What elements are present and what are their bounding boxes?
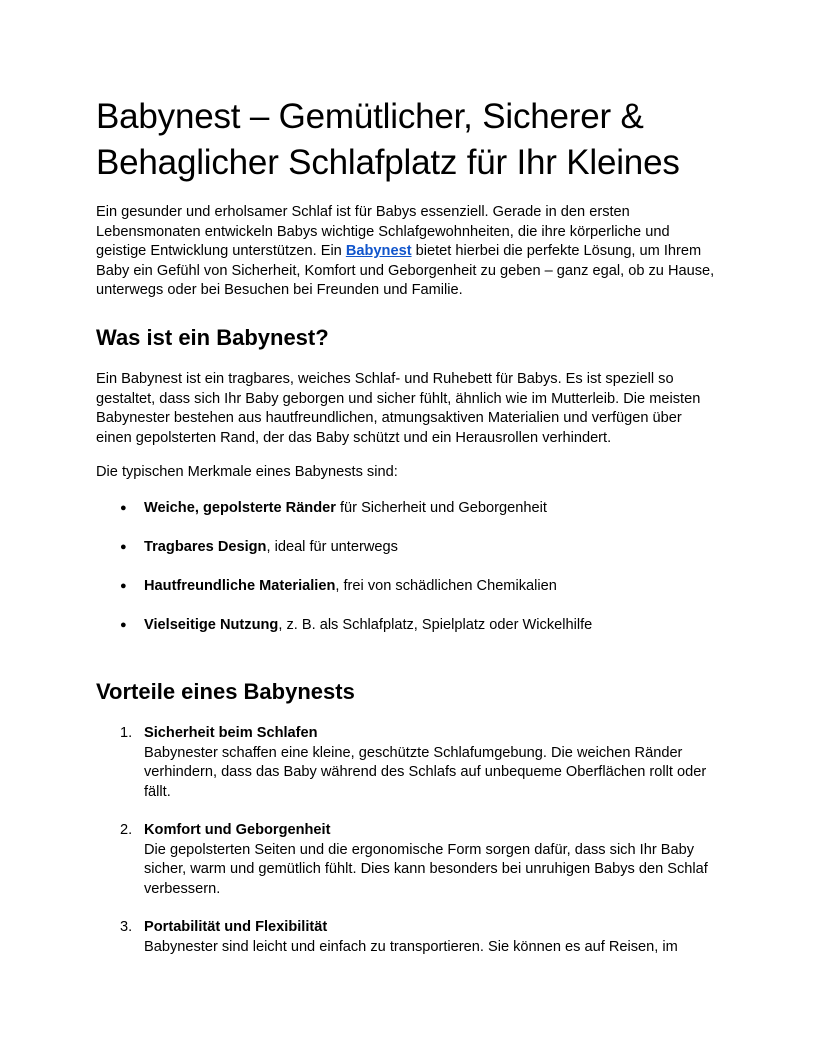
list-item-text: Hautfreundliche Materialien, frei von schädlichen Chemikalien	[144, 578, 557, 594]
bullet-icon: ●	[120, 541, 127, 553]
item-body	[144, 821, 720, 899]
item-body	[144, 724, 720, 802]
babynest-link[interactable]: Babynest	[345, 243, 412, 259]
item-number: 2.	[120, 822, 133, 838]
intro-text-end: bietet hierbei die perfekte Lösung, um Ihrem Baby ein Gefühl von Sicherheit, Komfort und Geborgenheit zu geben – ganz egal, ob zu Hause, unterwegs oder bei Besuchen bei Freunden und Familie.	[96, 243, 715, 298]
bullet-icon: ●	[120, 580, 127, 592]
page-title: Babynest – Gemütlicher, Sicherer & Behaglicher Schlafplatz für Ihr Kleines	[96, 97, 680, 182]
bullet-icon: ●	[120, 502, 127, 514]
item-body	[144, 918, 720, 957]
features-intro: Die typischen Merkmale eines Babynests sind:	[96, 464, 398, 480]
list-item-text: Vielseitige Nutzung, z. B. als Schlafplatz, Spielplatz oder Wickelhilfe	[144, 617, 593, 633]
bullet-icon: ●	[120, 619, 127, 631]
item-description: Babynester sind leicht und einfach zu transportieren. Sie können es auf Reisen, im	[144, 938, 678, 955]
intro-text-start: Ein gesunder und erholsamer Schlaf ist für Babys essenziell. Gerade in den ersten Lebensmonaten entwickeln Babys wichtige Schlafgewohnheiten, die ihre körperliche und geistige Entwicklung unterstützen. Ein	[96, 204, 670, 259]
item-number: 1.	[120, 725, 133, 741]
item-title: Komfort und Geborgenheit	[144, 822, 331, 838]
item-number: 3.	[120, 919, 133, 935]
list-item-text: Tragbares Design, ideal für unterwegs	[144, 539, 398, 555]
list-item-text: Weiche, gepolsterte Ränder für Sicherheit und Geborgenheit	[144, 500, 547, 516]
intro-paragraph	[96, 203, 720, 301]
definition-paragraph: Ein Babynest ist ein tragbares, weiches Schlaf- und Ruhebett für Babys. Es ist speziell so gestaltet, dass sich Ihr Baby geborgen und sicher fühlt, ähnlich wie im Mutterleib. Die meisten Babynester bestehen aus hautfreundlichen, atmungsaktiven Materialien und verfügen über einen gepolsterten Rand, der das Baby schützt und ein Herausrollen verhindert.	[96, 371, 701, 446]
item-description: Babynester schaffen eine kleine, geschützte Schlafumgebung. Die weichen Ränder verhindern, dass das Baby während des Schlafs auf unbequeme Oberflächen rollt oder fällt.	[144, 744, 707, 800]
section-heading-vorteile: Vorteile eines Babynests	[96, 679, 355, 704]
item-title: Sicherheit beim Schlafen	[144, 725, 318, 741]
item-title: Portabilität und Flexibilität	[144, 919, 328, 935]
item-description: Die gepolsterten Seiten und die ergonomische Form sorgen dafür, dass sich Ihr Baby sicher, warm und gemütlich fühlt. Dies kann besonders bei unruhigen Babys den Schlaf verbessern.	[144, 841, 708, 897]
section-heading-was-ist: Was ist ein Babynest?	[96, 325, 329, 350]
